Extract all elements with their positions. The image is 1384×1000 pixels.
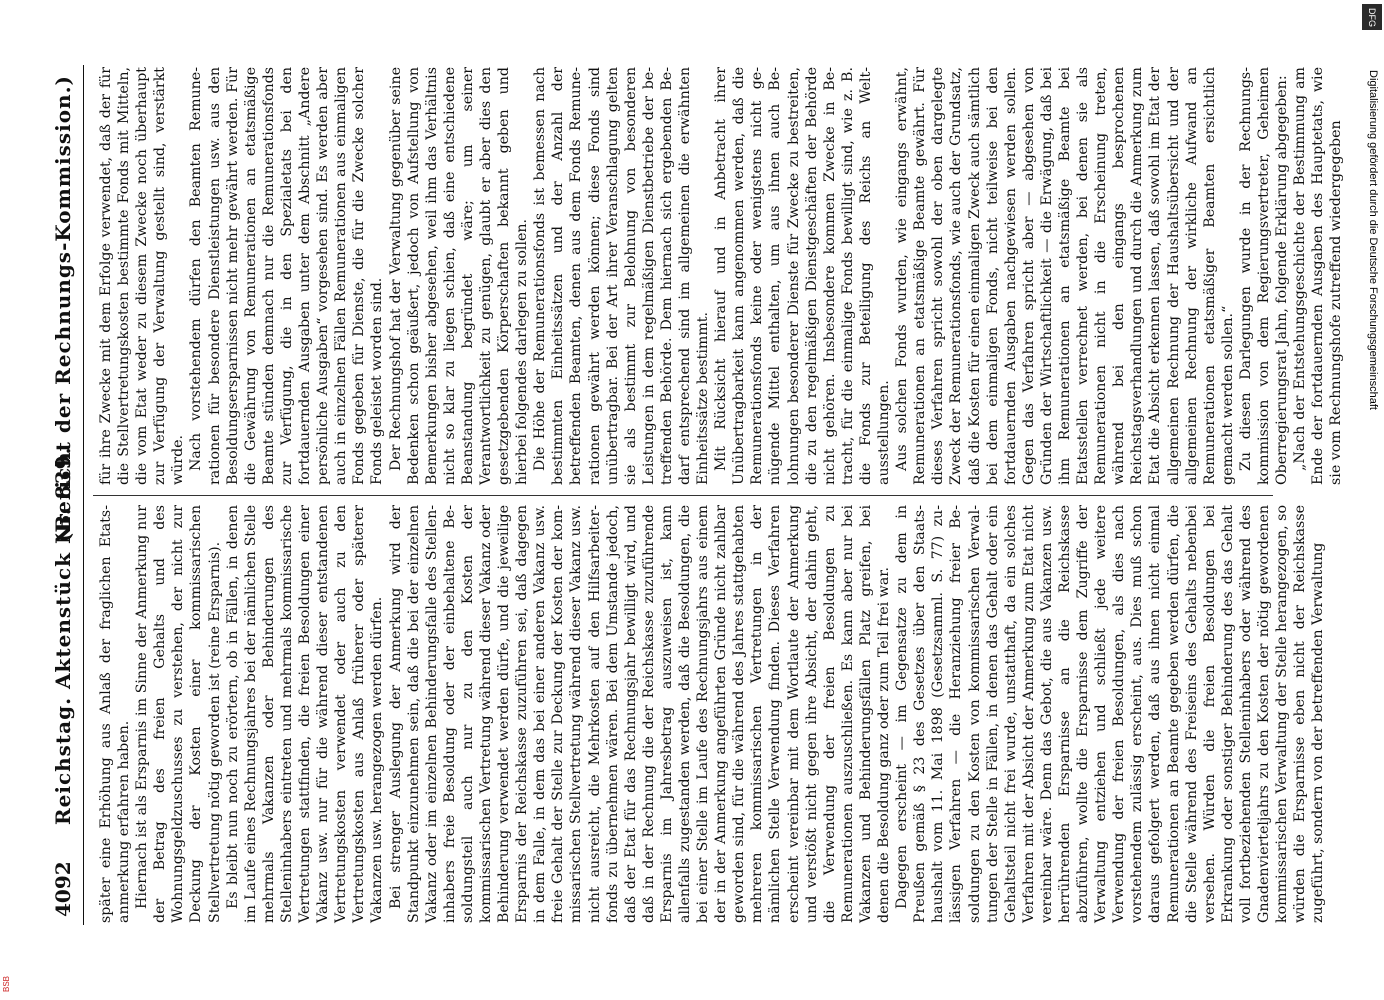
paragraph: Dagegen erscheint — im Gegensatze zu dem in Preußen gemäß § 23 des Gesetzes über den Staatshaushalt vom 11. Mai 1898 (Gesetzsamml. S. 77) zulässigen Verfahren — die Heranziehung freier Besoldungen zu den Kosten von kommissarischen Verwaltungen der Stelle in Fällen, in denen das Gehalt oder ein Gehaltsteil nicht frei wurde, unstatthaft, da ein solches Verfahren mit der Absicht der Anmerkung zum Etat nicht vereinbar wäre. Denn das Gebot, die aus Vakanzen usw. herrührenden Ersparnisse an die Reichskasse abzuführen, wollte die Ersparnisse dem Zugriffe der Verwaltung entziehen und schließt jede weitere Verwendung der freien Besoldungen, als dies nach vorstehendem zulässig erscheint, aus. Dies muß schon daraus gefolgert werden, daß aus ihnen nicht einmal Remunerationen an Beamte gegeben werden dürfen, die die Stelle während des Freiseins des Gehalts nebenbei versehen. Würden die freien Besoldungen bei Erkrankung oder sonstiger Behinderung des das Gehalt voll fortbeziehenden Stelleninhabers oder während des Gnadenvierteljahrs zu den Kosten der nötig gewordenen kommissarischen Verwaltung der Stelle herangezogen, so würden die Ersparnisse eben nicht der Reichskasse zugeführt, sondern von der betreffenden Verwaltung [894,505,1327,923]
paragraph: später eine Erhöhung aus Anlaß der fraglichen Etatsanmerkung erfahren haben. [98,505,133,923]
paragraph: Bei strenger Auslegung der Anmerkung wird der Standpunkt einzunehmen sein, daß die bei der einzelnen Vakanz oder im einzelnen Behinderungsfalle des Stelleninhabers freie Besoldung oder der einbehaltene Besoldungsteil auch nur zu den Kosten der kommissarischen Vertretung während dieser Vakanz oder Behinderung verwendet werden dürfe, und die jeweilige Ersparnis der Reichskasse zuzuführen sei, daß dagegen in dem Falle, in dem das bei einer anderen Vakanz usw. freie Gehalt der Stelle zur Deckung der Kosten der kommissarischen Stellvertretung während dieser Vakanz usw. nicht ausreicht, die Mehrkosten auf den Hilfsarbeiterfonds zu übernehmen wären. Bei dem Umstande jedoch, daß der Etat für das Rechnungsjahr bewilligt wird, und daß in der Rechnung die der Reichskasse zuzuführende Ersparnis im Jahresbetrag auszuweisen ist, kann allenfalls zugestanden werden, daß die Besoldungen, die bei einer Stelle im Laufe des Rechnungsjahrs aus einem der in der Anmerkung angeführten Gründe nicht zahlbar geworden sind, für die während des Jahres stattgehabten mehreren kommissarischen Vertretungen in der nämlichen Stelle Verwendung finden. Dieses Verfahren erscheint vereinbar mit dem Wortlaute der Anmerkung und verstößt nicht gegen ihre Absicht, der dahin geht, die Verwendung der freien Besoldungen zu Remunerationen auszuschließen. Es kann aber nur bei Vakanzen und Behinderungsfällen Platz greifen, bei denen die Besoldung ganz oder zum Teil frei war. [387,505,893,923]
paragraph: Nach vorstehendem dürfen den Beamten Remunerationen für besondere Dienstleistungen usw. aus den Besoldungsersparnissen nicht mehr gewährt werden. Für die Gewährung von Remunerationen an etatsmäßige Beamte stünden demnach nur die Remunerationsfonds zur Verfügung, die in den Spezialetats bei den fortdauernden Ausgaben unter dem Abschnitt „Andere persönliche Ausgaben“ vorgesehen sind. Es werden aber auch in einzelnen Fällen Remunerationen aus einmaligen Fonds gegeben für Dienste, die für die Zwecke solcher Fonds geleistet worden sind. [188,67,386,485]
paragraph: Es bleibt nun noch zu erörtern, ob in Fällen, in denen im Laufe eines Rechnungsjahres bei der nämlichen Stelle mehrmals Vakanzen oder Behinderungen des Stelleninhabers eintreten und mehrmals kommissarische Vertretungen stattfinden, die freien Besoldungen einer Vakanz usw. nur für die während dieser entstandenen Vertretungskosten verwendet oder auch zu den Vertretungskosten aus Anlaß früherer oder späterer Vakanzen usw. herangezogen werden dürfen. [224,505,386,923]
paragraph: für ihre Zwecke mit dem Erfolge verwendet, daß der für die Stellvertretungskosten bestimmte Fonds mit Mitteln, die vom Etat weder zu diesem Zwecke noch überhaupt zur Verfügung der Verwaltung gestellt sind, verstärkt würde. [98,67,187,485]
paragraph: Der Rechnungshof hat der Verwaltung gegenüber seine Bedenken schon geäußert, jedoch von Aufstellung von Bemerkungen bisher abgesehen, weil ihm das Verhältnis nicht so klar zu liegen schien, daß eine entschiedene Beanstandung begründet wäre; um seiner Verantwortlichkeit zu genügen, glaubt er aber dies den gesetzgebenden Körperschaften bekannt geben und hierbei folgendes darlegen zu sollen. [387,67,531,485]
column-divider [93,495,1273,496]
header-rule [83,65,84,925]
dfg-logo: DFG [1362,4,1382,30]
paragraph: Aus solchen Fonds wurden, wie eingangs erwähnt, Remunerationen an etatsmäßige Beamte gewährt. Für dieses Verfahren spricht sowohl der oben dargelegte Zweck der Remunerationsfonds, wie auch der Grundsatz, daß die Kosten für einen einmaligen Zweck auch sämtlich bei dem einmaligen Fonds, nicht teilweise bei den fortdauernden Ausgaben nachgewiesen werden sollen. Gegen das Verfahren spricht aber — abgesehen von Gründen der Wirtschaftlichkeit — die Erwägung, daß bei ihm Remunerationen an etatsmäßige Beamte bei Etatsstellen verrechnet werden, bei denen sie als Remunerationen nicht in die Erscheinung treten, während bei den eingangs besprochenen Reichstagsverhandlungen und durch die Anmerkung zum Etat die Absicht erkennen lassen, daß sowohl im Etat der allgemeinen Rechnung der Haushaltsübersicht und der allgemeinen Rechnung der wirkliche Aufwand an Remunerationen etatsmäßiger Beamten ersichtlich gemacht werden sollen.“ [894,67,1236,485]
rotated-page [45,65,1345,925]
credit-text: Digitalisierung gefördert durch die Deutsche Forschungsgemeinschaft [1367,70,1379,410]
document-title: Reichstag. Aktenstück Nr. 839. [51,446,75,825]
paragraph: „Nach der Entstehungsgeschichte der Bestimmung am Ende der fortdauernden Ausgaben des Hauptetats, wie sie vom Rechnungshofe zutreffend wiedergegeben [1292,67,1345,485]
paragraph: Hiernach ist als Ersparnis im Sinne der Anmerkung nur der Betrag des freien Gehalts und des Wohnungsgeldzuschusses zu verstehen, der nicht zur Deckung der Kosten einer kommissarischen Stellvertretung nötig geworden ist (reine Ersparnis). [134,505,223,923]
digitization-credit [1363,30,1381,960]
right-column [97,67,1345,485]
left-column [97,505,1327,923]
paragraph: Zu diesen Darlegungen wurde in der Rechnungskommission von dem Regierungsvertreter, Geheimen Oberregierungsrat Jahn, folgende Erklärung abgegeben: [1237,67,1291,485]
library-stamp: BSB [2,975,11,992]
paragraph: Mit Rücksicht hierauf und in Anbetracht ihrer Unübertragbarkeit kann angenommen werden, daß die Remunerationsfonds keine oder wenigstens nicht genügende Mittel enthalten, um aus ihnen auch Belohnungen besonderer Dienste für Zwecke zu bestreiten, die zu den regelmäßigen Dienstgeschäften der Behörde nicht gehören. Insbesondere kommen Zwecke in Betracht, für die einmalige Fonds bewilligt sind, wie z. B. die Fonds zur Beteiligung des Reichs an Weltausstellungen. [713,67,893,485]
paragraph: Die Höhe der Remunerationsfonds ist bemessen nach bestimmten Einheitssätzen und der Anzahl der betreffenden Beamten, denen aus dem Fonds Remunerationen gewährt werden können; diese Fonds sind unübertragbar. Bei der Art ihrer Veranschlagung gelten sie als bestimmt zur Belohnung von besonderen Leistungen in dem regelmäßigen Dienstbetriebe der betreffenden Behörde. Dem hiernach sich ergebenden Bedarf entsprechend sind im allgemeinen die erwähnten Einheitssätze bestimmt. [532,67,712,485]
report-title: (Bericht der Rechnungs-Kommission.) [51,75,75,543]
page-number: 4092 [51,861,75,917]
